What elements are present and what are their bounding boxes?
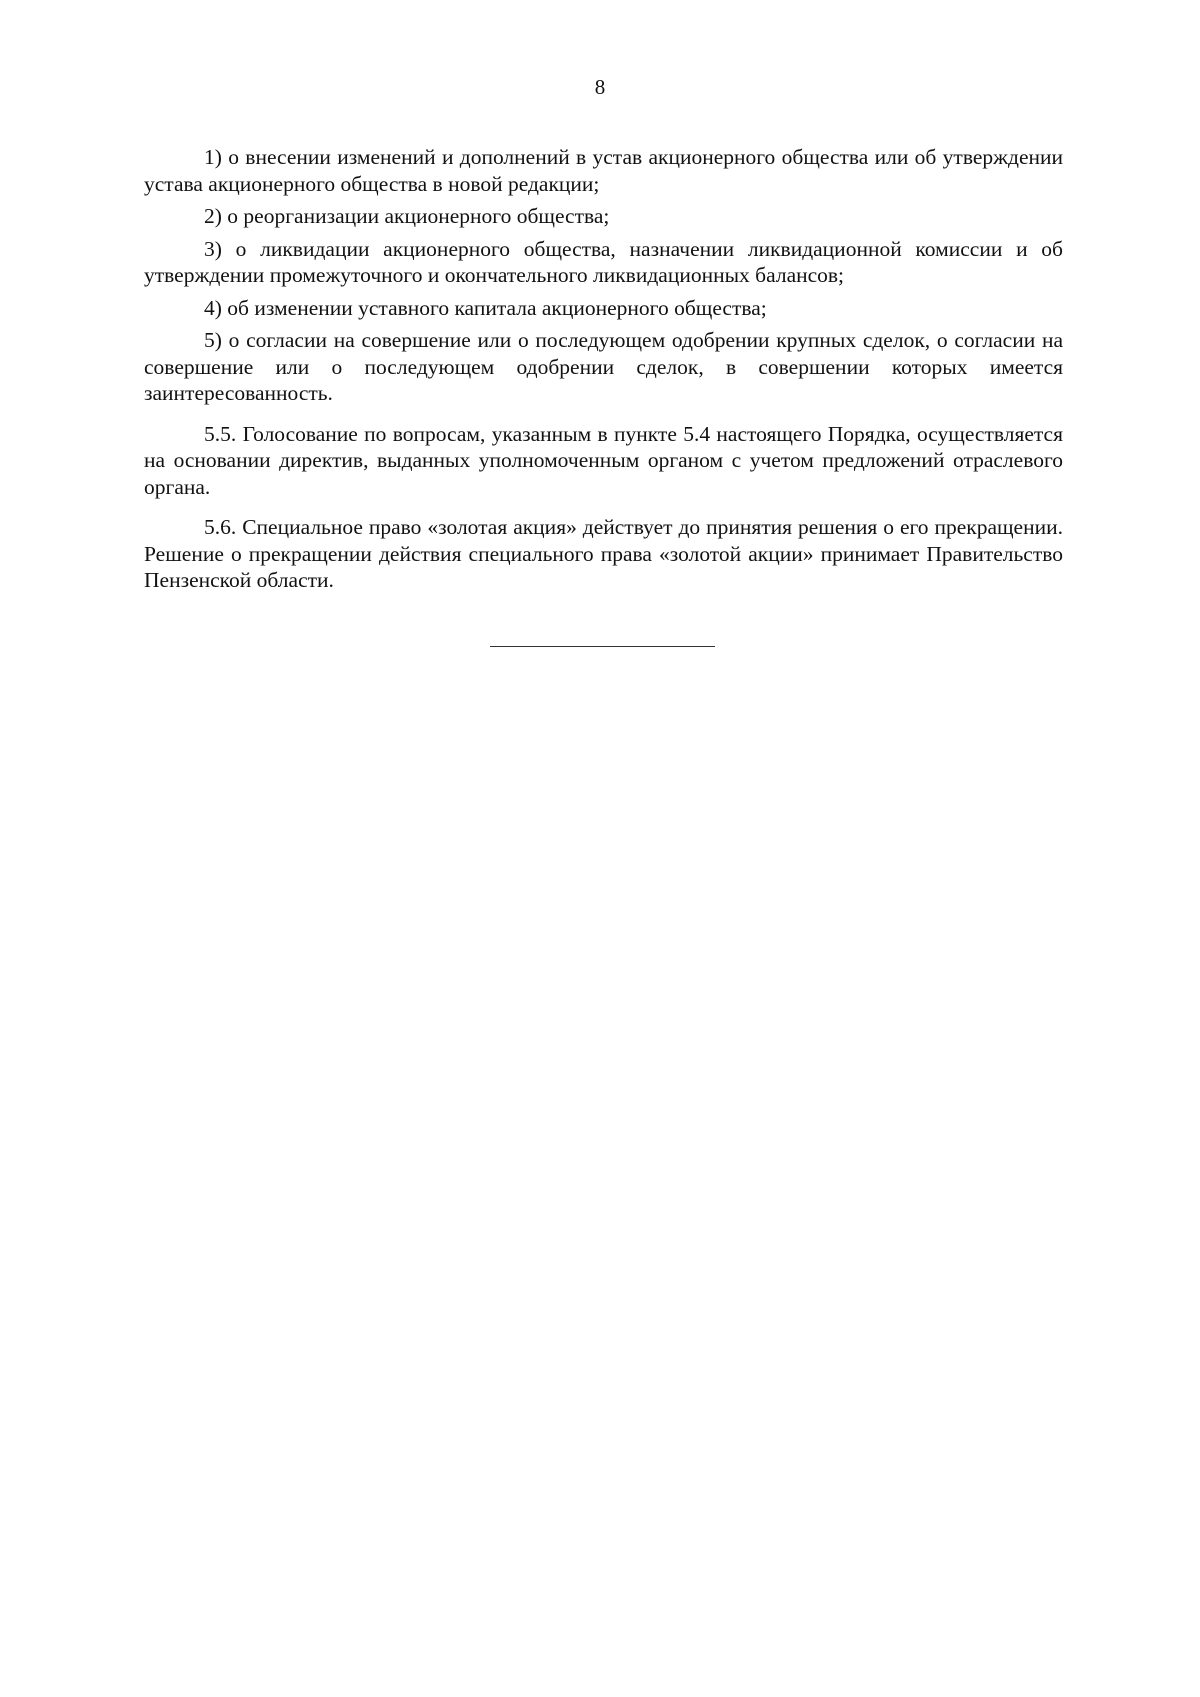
document-body [144, 144, 1063, 602]
end-separator-line [490, 646, 715, 647]
list-item: 4) об изменении уставного капитала акционерного общества; [204, 295, 767, 320]
list-item: 2) о реорганизации акционерного общества; [204, 204, 610, 228]
clause-paragraph: 5.6. Специальное право «золотая акция» действует до принятия решения о его прекращении. Решение о прекращении действия специального права «золотой акции» принимает Правительство Пензенской области. [144, 515, 1063, 592]
list-item: 3) о ликвидации акционерного общества, назначении ликвидационной комиссии и об утверждении промежуточного и окончательного ликвидационных балансов; [144, 236, 1063, 287]
clause-paragraph: 5.5. Голосование по вопросам, указанным в пункте 5.4 настоящего Порядка, осуществляется на основании директив, выданных уполномоченным органом с учетом предложений отраслевого органа. [144, 421, 1063, 499]
list-item: 5) о согласии на совершение или о последующем одобрении крупных сделок, о согласии на совершение или о последующем одобрении сделок, в совершении которых имеется заинтересованность. [144, 328, 1063, 405]
list-item: 1) о внесении изменений и дополнений в устав акционерного общества или об утверждении устава акционерного общества в новой редакции; [144, 145, 1063, 196]
page-number: 8 [594, 75, 606, 99]
